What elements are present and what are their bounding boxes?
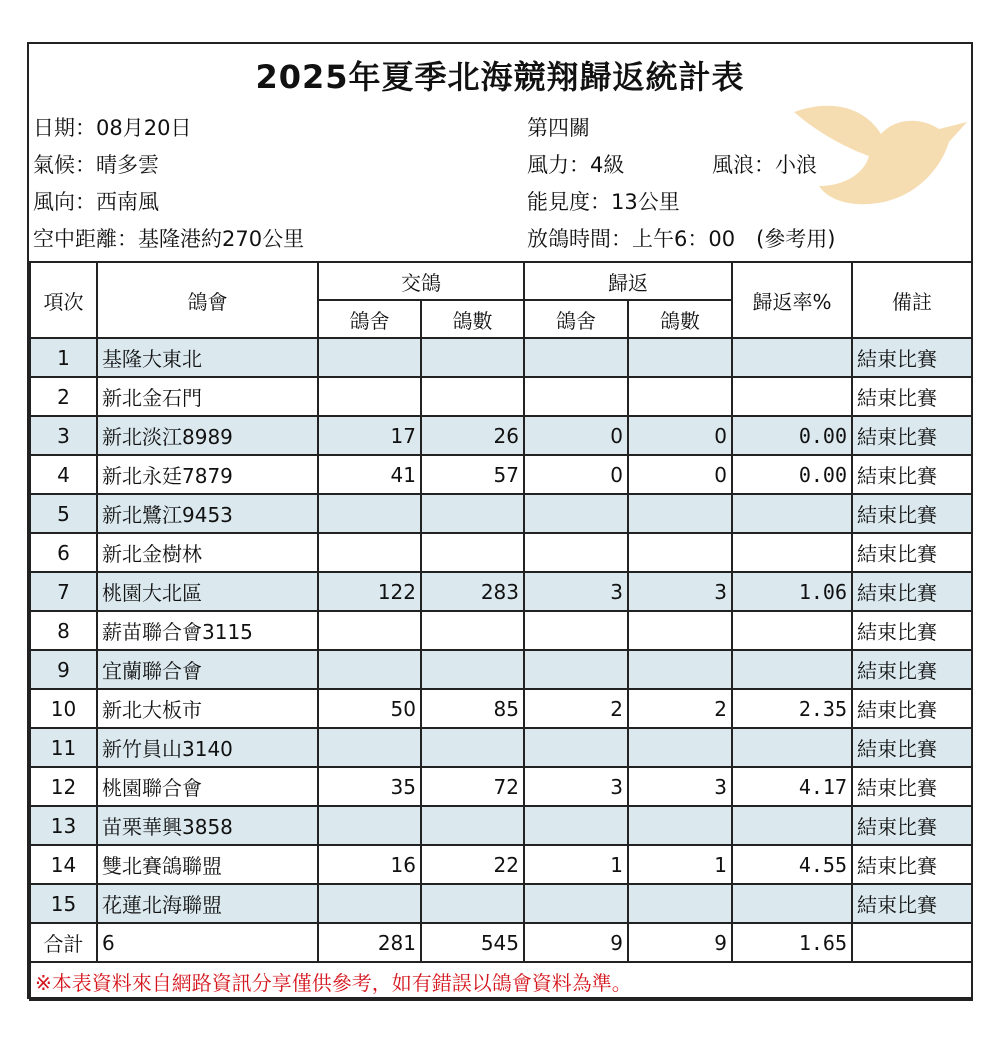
row-index: 2	[30, 377, 97, 416]
wind-force-text: 風力：4級	[527, 153, 625, 177]
table-row	[30, 884, 972, 923]
row-submitted-birds: 57	[421, 455, 524, 494]
footnote: ※本表資料來自網路資訊分享僅供參考，如有錯誤以鴿會資料為準。	[30, 962, 972, 1000]
row-submitted-birds	[421, 728, 524, 767]
row-remark: 結束比賽	[852, 689, 972, 728]
header-submitted-birds: 鴿數	[421, 300, 524, 338]
row-index: 3	[30, 416, 97, 455]
row-returned-lofts: 3	[524, 767, 628, 806]
row-returned-lofts	[524, 494, 628, 533]
row-submitted-birds	[421, 377, 524, 416]
waves-text: 風浪：小浪	[712, 153, 817, 177]
row-rate: 4.17	[732, 767, 852, 806]
table-row	[30, 416, 972, 455]
row-rate	[732, 338, 852, 377]
table-row	[30, 767, 972, 806]
row-club: 新北大板市	[97, 689, 318, 728]
row-club: 宜蘭聯合會	[97, 650, 318, 689]
row-rate	[732, 494, 852, 533]
release-time-text: 放鴿時間：上午6：00 (參考用)	[527, 227, 836, 251]
row-rate	[732, 806, 852, 845]
row-club: 新北金石門	[97, 377, 318, 416]
row-remark: 結束比賽	[852, 767, 972, 806]
table-row	[30, 728, 972, 767]
row-returned-birds: 0	[628, 416, 732, 455]
table-row	[30, 650, 972, 689]
row-returned-birds: 3	[628, 572, 732, 611]
row-returned-lofts	[524, 806, 628, 845]
row-index: 14	[30, 845, 97, 884]
table-row	[30, 455, 972, 494]
row-submitted-birds	[421, 650, 524, 689]
header-club: 鴿會	[97, 262, 318, 338]
row-index: 6	[30, 533, 97, 572]
row-rate	[732, 533, 852, 572]
row-submitted-birds	[421, 884, 524, 923]
row-club: 基隆大東北	[97, 338, 318, 377]
row-returned-birds	[628, 884, 732, 923]
row-returned-lofts	[524, 650, 628, 689]
row-index: 15	[30, 884, 97, 923]
wind-direction-text: 風向：西南風	[33, 190, 159, 214]
row-rate	[732, 884, 852, 923]
row-submitted-birds	[421, 806, 524, 845]
table-row	[30, 845, 972, 884]
row-submitted-lofts: 50	[318, 689, 421, 728]
header-submitted-lofts: 鴿舍	[318, 300, 421, 338]
total-remark	[852, 923, 972, 962]
row-club: 新北金樹林	[97, 533, 318, 572]
total-returned-birds: 9	[628, 923, 732, 962]
row-submitted-birds: 26	[421, 416, 524, 455]
table-row	[30, 611, 972, 650]
row-returned-lofts	[524, 611, 628, 650]
row-returned-birds	[628, 338, 732, 377]
header-rate: 歸返率%	[732, 262, 852, 338]
header-returned-lofts: 鴿舍	[524, 300, 628, 338]
row-rate: 2.35	[732, 689, 852, 728]
row-submitted-lofts	[318, 884, 421, 923]
row-submitted-birds: 283	[421, 572, 524, 611]
row-submitted-birds: 72	[421, 767, 524, 806]
row-returned-lofts: 2	[524, 689, 628, 728]
row-rate: 0.00	[732, 416, 852, 455]
row-returned-lofts: 3	[524, 572, 628, 611]
table-row	[30, 533, 972, 572]
page-title: 2025年夏季北海競翔歸返統計表	[255, 58, 745, 96]
row-submitted-lofts	[318, 728, 421, 767]
row-index: 10	[30, 689, 97, 728]
table-row	[30, 689, 972, 728]
stage-text: 第四關	[527, 116, 590, 140]
row-submitted-lofts	[318, 377, 421, 416]
row-rate	[732, 377, 852, 416]
row-submitted-lofts	[318, 338, 421, 377]
row-submitted-lofts	[318, 611, 421, 650]
distance-text: 空中距離：基隆港約270公里	[33, 227, 305, 251]
row-returned-birds	[628, 494, 732, 533]
table-row	[30, 572, 972, 611]
stats-sheet	[27, 42, 973, 999]
row-rate	[732, 650, 852, 689]
row-returned-birds: 0	[628, 455, 732, 494]
row-index: 13	[30, 806, 97, 845]
table-row	[30, 338, 972, 377]
row-submitted-birds: 85	[421, 689, 524, 728]
table-row	[30, 806, 972, 845]
row-returned-lofts: 1	[524, 845, 628, 884]
row-returned-lofts	[524, 338, 628, 377]
row-index: 12	[30, 767, 97, 806]
row-club: 苗栗華興3858	[97, 806, 318, 845]
visibility-text: 能見度：13公里	[527, 190, 680, 214]
row-index: 5	[30, 494, 97, 533]
row-club: 桃園聯合會	[97, 767, 318, 806]
row-returned-birds	[628, 611, 732, 650]
results-table	[29, 261, 973, 1001]
row-returned-lofts	[524, 884, 628, 923]
row-submitted-birds	[421, 533, 524, 572]
row-returned-birds: 2	[628, 689, 732, 728]
header-index: 項次	[30, 262, 97, 338]
row-submitted-lofts: 41	[318, 455, 421, 494]
row-club: 新北淡江8989	[97, 416, 318, 455]
row-remark: 結束比賽	[852, 884, 972, 923]
row-submitted-lofts	[318, 533, 421, 572]
row-remark: 結束比賽	[852, 728, 972, 767]
header-returned: 歸返	[524, 262, 732, 300]
table-row	[30, 377, 972, 416]
row-submitted-lofts	[318, 650, 421, 689]
row-remark: 結束比賽	[852, 455, 972, 494]
table-row	[30, 494, 972, 533]
row-submitted-birds	[421, 338, 524, 377]
row-returned-birds	[628, 650, 732, 689]
row-returned-birds	[628, 806, 732, 845]
row-club: 薪苗聯合會3115	[97, 611, 318, 650]
header-returned-birds: 鴿數	[628, 300, 732, 338]
row-submitted-birds: 22	[421, 845, 524, 884]
total-submitted-lofts: 281	[318, 923, 421, 962]
row-returned-birds	[628, 728, 732, 767]
total-returned-lofts: 9	[524, 923, 628, 962]
row-remark: 結束比賽	[852, 650, 972, 689]
row-remark: 結束比賽	[852, 416, 972, 455]
row-index: 4	[30, 455, 97, 494]
row-returned-lofts	[524, 728, 628, 767]
row-club: 新北永廷7879	[97, 455, 318, 494]
row-returned-birds: 1	[628, 845, 732, 884]
row-returned-lofts	[524, 533, 628, 572]
row-rate: 4.55	[732, 845, 852, 884]
row-submitted-lofts: 35	[318, 767, 421, 806]
row-remark: 結束比賽	[852, 377, 972, 416]
row-rate	[732, 728, 852, 767]
date-text: 日期：08月20日	[33, 116, 192, 140]
row-returned-lofts	[524, 377, 628, 416]
row-submitted-lofts: 122	[318, 572, 421, 611]
row-club: 新北鷺江9453	[97, 494, 318, 533]
row-remark: 結束比賽	[852, 338, 972, 377]
row-submitted-birds	[421, 494, 524, 533]
row-club: 雙北賽鴿聯盟	[97, 845, 318, 884]
row-returned-lofts: 0	[524, 416, 628, 455]
row-index: 8	[30, 611, 97, 650]
row-index: 9	[30, 650, 97, 689]
header-remarks: 備註	[852, 262, 972, 338]
total-label: 合計	[30, 923, 97, 962]
header-submitted: 交鴿	[318, 262, 524, 300]
total-rate: 1.65	[732, 923, 852, 962]
weather-text: 氣候：晴多雲	[33, 153, 159, 177]
row-returned-birds	[628, 533, 732, 572]
row-remark: 結束比賽	[852, 494, 972, 533]
row-index: 1	[30, 338, 97, 377]
row-returned-lofts: 0	[524, 455, 628, 494]
row-index: 7	[30, 572, 97, 611]
row-submitted-lofts	[318, 806, 421, 845]
row-remark: 結束比賽	[852, 806, 972, 845]
total-submitted-birds: 545	[421, 923, 524, 962]
row-remark: 結束比賽	[852, 572, 972, 611]
row-submitted-lofts	[318, 494, 421, 533]
row-club: 花蓮北海聯盟	[97, 884, 318, 923]
row-index: 11	[30, 728, 97, 767]
row-rate: 1.06	[732, 572, 852, 611]
row-remark: 結束比賽	[852, 611, 972, 650]
total-row	[30, 923, 972, 962]
dove-icon	[789, 94, 979, 214]
row-remark: 結束比賽	[852, 533, 972, 572]
row-club: 新竹員山3140	[97, 728, 318, 767]
row-club: 桃園大北區	[97, 572, 318, 611]
row-returned-birds	[628, 377, 732, 416]
row-submitted-birds	[421, 611, 524, 650]
row-remark: 結束比賽	[852, 845, 972, 884]
row-rate	[732, 611, 852, 650]
row-submitted-lofts: 17	[318, 416, 421, 455]
row-submitted-lofts: 16	[318, 845, 421, 884]
row-returned-birds: 3	[628, 767, 732, 806]
total-club-count: 6	[97, 923, 318, 962]
row-rate: 0.00	[732, 455, 852, 494]
